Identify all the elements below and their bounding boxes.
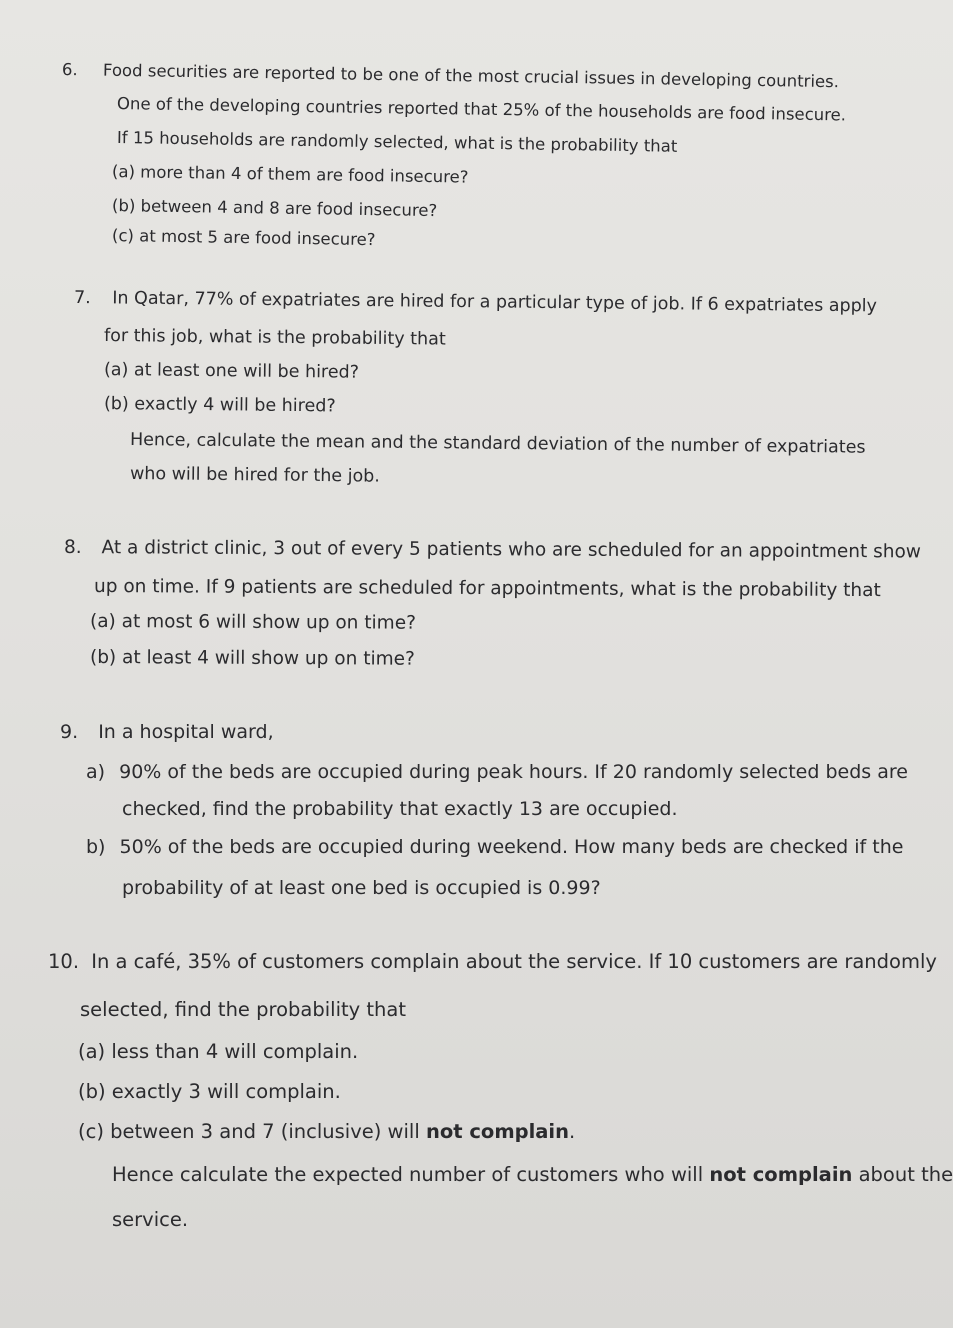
question-8-line-2: up on time. If 9 patients are scheduled for appointments, what is the probability that: [93, 576, 881, 602]
question-8-part-b: (b) at least 4 will show up on time?: [89, 647, 415, 670]
question-number: 8.: [63, 537, 82, 559]
question-6-line-2: One of the developing countries reported that 25% of the households are food insecure.: [116, 94, 847, 125]
question-10-part-c: (c) between 3 and 7 (inclusive) will not complain.: [78, 1120, 576, 1143]
question-10-line-1: 10. In a café, 35% of customers complain about the service. If 10 customers are randomly: [48, 950, 937, 973]
question-7-line-2: for this job, what is the probability that: [103, 326, 446, 350]
question-7-part-b: (b) exactly 4 will be hired?: [103, 394, 336, 417]
emphasis-not-complain: not complain: [709, 1163, 853, 1186]
question-8-line-1: 8. At a district clinic, 3 out of every 5 patients who are scheduled for an appointment show: [63, 537, 922, 563]
question-6-part-b: (b) between 4 and 8 are food insecure?: [111, 196, 438, 221]
question-number: 7.: [73, 288, 91, 309]
emphasis-not-complain: not complain: [425, 1120, 570, 1143]
question-7-followup-1: Hence, calculate the mean and the standard deviation of the number of expatriates: [129, 430, 866, 458]
question-6-line-1: 6. Food securities are reported to be one of the most crucial issues in developing countries.: [61, 60, 840, 92]
question-number: 10.: [48, 950, 80, 973]
question-8-part-a: (a) at most 6 will show up on time?: [89, 611, 416, 634]
question-9-part-a-cont: checked, find the probability that exactly 13 are occupied.: [122, 798, 678, 820]
question-6-part-a: (a) more than 4 of them are food insecure?: [111, 162, 469, 187]
question-7-followup-2: who will be hired for the job.: [129, 464, 381, 487]
question-6-part-c: (c) at most 5 are food insecure?: [111, 226, 376, 250]
question-6-line-3: If 15 households are randomly selected, what is the probability that: [116, 128, 678, 156]
question-10-part-b: (b) exactly 3 will complain.: [78, 1080, 341, 1103]
question-10-followup-2: service.: [112, 1208, 189, 1231]
question-number: 6.: [61, 60, 78, 80]
question-9-part-a: a) 90% of the beds are occupied during peak hours. If 20 randomly selected beds are: [86, 761, 908, 783]
question-7-part-a: (a) at least one will be hired?: [103, 360, 360, 383]
question-10-part-a: (a) less than 4 will complain.: [78, 1040, 359, 1063]
question-9-part-b-cont: probability of at least one bed is occupied is 0.99?: [122, 877, 601, 899]
question-9-part-b: b) 50% of the beds are occupied during weekend. How many beds are checked if the: [86, 836, 904, 858]
question-9-line-1: 9. In a hospital ward,: [60, 721, 274, 743]
question-10-followup-1: Hence calculate the expected number of customers who will not complain about the: [112, 1163, 953, 1186]
question-number: 9.: [60, 721, 79, 743]
question-7-line-1: 7. In Qatar, 77% of expatriates are hired for a particular type of job. If 6 expatriates apply: [73, 288, 878, 317]
question-10-line-2: selected, find the probability that: [80, 998, 406, 1021]
